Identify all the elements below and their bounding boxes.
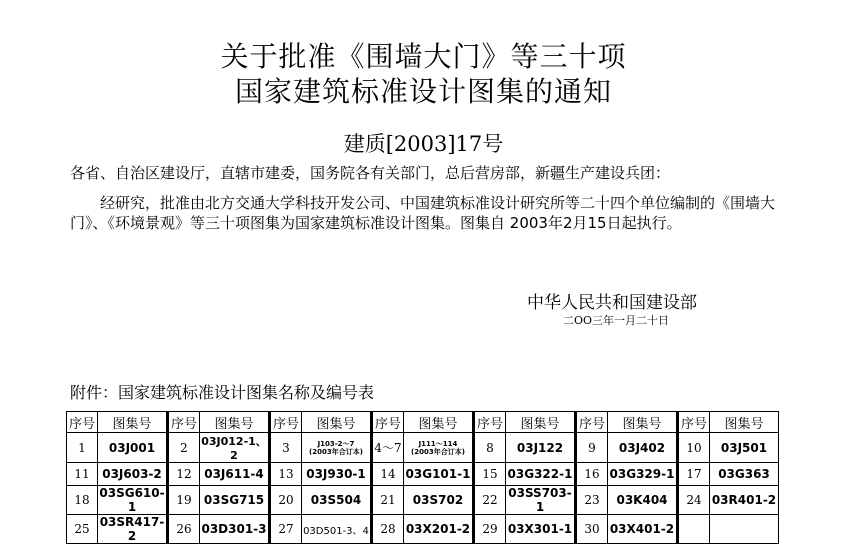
header-cell: 图集号 (98, 412, 168, 433)
seq-cell: 10 (678, 433, 710, 463)
seq-cell: 12 (168, 463, 200, 486)
seq-cell: 17 (678, 463, 710, 486)
table-row (67, 486, 779, 515)
seq-cell: 18 (67, 486, 98, 515)
seq-cell: 20 (270, 486, 302, 515)
header-cell: 序号 (67, 412, 98, 433)
seq-cell: 30 (576, 515, 608, 544)
atlas-code-cell: 03J402 (608, 433, 678, 463)
seq-cell: 26 (168, 515, 200, 544)
atlas-code-cell: 03J012-1、2 (200, 433, 270, 463)
header-cell: 图集号 (608, 412, 678, 433)
atlas-code-cell: 03G363 (710, 463, 779, 486)
header-cell: 序号 (372, 412, 404, 433)
table-row (67, 463, 779, 486)
seq-cell: 15 (474, 463, 506, 486)
seq-cell: 22 (474, 486, 506, 515)
seq-cell: 2 (168, 433, 200, 463)
notice-title-line-2: 国家建筑标准设计图集的通知 (234, 75, 612, 108)
atlas-code-cell: 03SG715 (200, 486, 270, 515)
header-cell: 序号 (474, 412, 506, 433)
atlas-code-cell: 03X201-2 (404, 515, 474, 544)
atlas-code-cell: 03J603-2 (98, 463, 168, 486)
seq-cell: 21 (372, 486, 404, 515)
header-cell: 图集号 (710, 412, 779, 433)
atlas-code-cell: 03D301-3 (200, 515, 270, 544)
seq-cell: 25 (67, 515, 98, 544)
atlas-code-cell: 03G329-1 (608, 463, 678, 486)
table-header-row (67, 412, 779, 433)
header-cell: 图集号 (404, 412, 474, 433)
header-cell: 图集号 (506, 412, 576, 433)
header-cell: 序号 (678, 412, 710, 433)
seq-cell: 29 (474, 515, 506, 544)
seq-cell: 19 (168, 486, 200, 515)
atlas-code-cell (710, 515, 779, 544)
atlas-code-cell: 03D501-3、4 (302, 515, 372, 544)
seq-cell: 14 (372, 463, 404, 486)
atlas-code-cell: 03G322-1 (506, 463, 576, 486)
header-cell: 序号 (576, 412, 608, 433)
seq-cell: 28 (372, 515, 404, 544)
atlas-code-cell: J111～114 (2003年合订本) (404, 433, 474, 463)
atlas-code-cell: 03SG610-1 (98, 486, 168, 515)
atlas-code-cell: 03S702 (404, 486, 474, 515)
header-cell: 图集号 (200, 412, 270, 433)
atlas-code-cell: 03SR417-2 (98, 515, 168, 544)
seq-cell: 3 (270, 433, 302, 463)
atlas-code-cell: 03J122 (506, 433, 576, 463)
document-number: 建质[2003]17号 (343, 132, 504, 156)
seq-cell: 4～7 (372, 433, 404, 463)
atlas-code-cell: 03J930-1 (302, 463, 372, 486)
seq-cell: 16 (576, 463, 608, 486)
atlas-code-cell: 03J501 (710, 433, 779, 463)
atlas-table (66, 411, 779, 544)
seq-cell: 23 (576, 486, 608, 515)
atlas-code-cell: 03J001 (98, 433, 168, 463)
seq-cell (678, 515, 710, 544)
seq-cell: 11 (67, 463, 98, 486)
seq-cell: 13 (270, 463, 302, 486)
attachment-title: 附件：国家建筑标准设计图集名称及编号表 (70, 383, 375, 402)
table-row (67, 515, 779, 544)
seq-cell: 24 (678, 486, 710, 515)
atlas-code-cell: 03S504 (302, 486, 372, 515)
issue-date: 二OO三年一月二十日 (563, 314, 670, 327)
atlas-code-cell: 03X301-1 (506, 515, 576, 544)
header-cell: 序号 (270, 412, 302, 433)
seq-cell: 9 (576, 433, 608, 463)
atlas-code-cell: 03SS703-1 (506, 486, 576, 515)
issuing-authority: 中华人民共和国建设部 (527, 293, 697, 313)
seq-cell: 27 (270, 515, 302, 544)
notice-body: 经研究，批准由北方交通大学科技开发公司、中国建筑标准设计研究所等二十四个单位编制的《围墙大门》、《环境景观》等三十项图集为国家建筑标准设计图集。图集自 2003年2月15日起执行。 (70, 194, 776, 232)
atlas-code-cell: 03J611-4 (200, 463, 270, 486)
atlas-code-cell: 03R401-2 (710, 486, 779, 515)
header-cell: 图集号 (302, 412, 372, 433)
atlas-code-cell: 03K404 (608, 486, 678, 515)
header-cell: 序号 (168, 412, 200, 433)
seq-cell: 8 (474, 433, 506, 463)
table-row (67, 433, 779, 463)
notice-title-line-1: 关于批准《围墙大门》等三十项 (220, 40, 627, 73)
atlas-code-cell: J103-2～7 (2003年合订本) (302, 433, 372, 463)
atlas-code-cell: 03G101-1 (404, 463, 474, 486)
seq-cell: 1 (67, 433, 98, 463)
atlas-code-cell: 03X401-2 (608, 515, 678, 544)
addressees: 各省、自治区建设厅，直辖市建委，国务院各有关部门，总后营房部，新疆生产建设兵团： (70, 164, 671, 182)
